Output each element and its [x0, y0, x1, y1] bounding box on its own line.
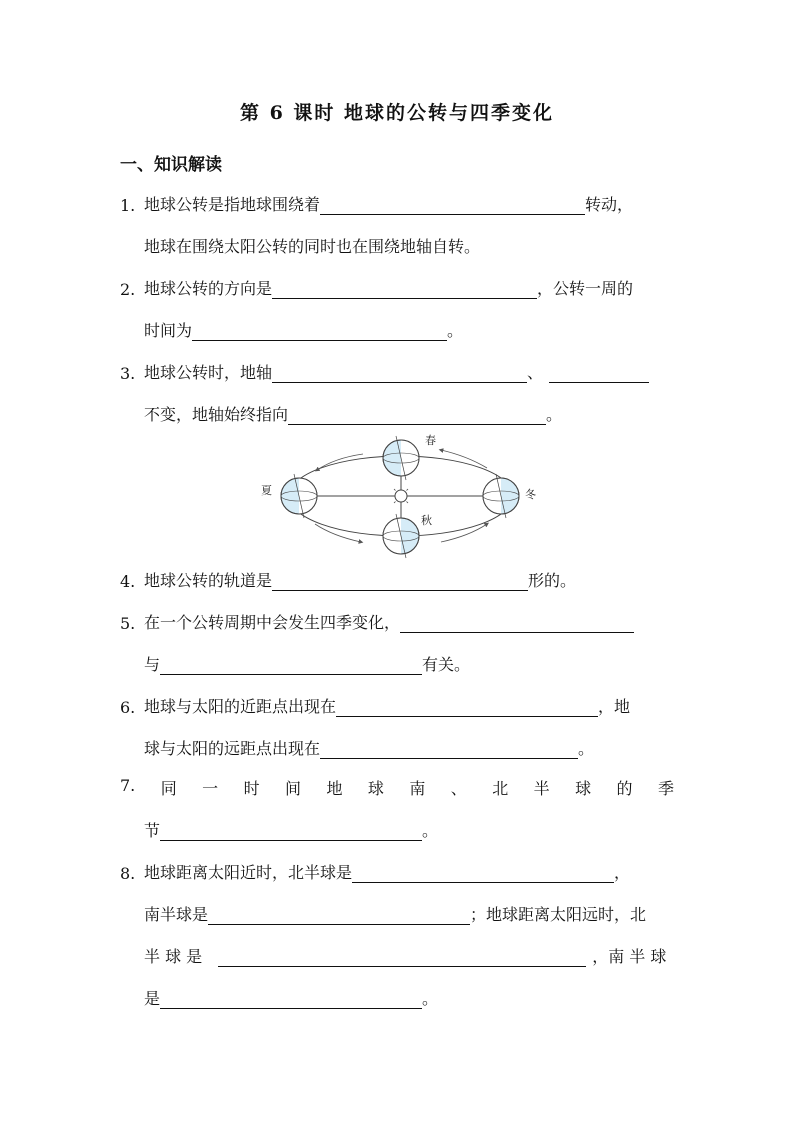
question-8-line-1: [120, 860, 630, 890]
question-text: 。: [447, 321, 464, 340]
question-text: 地球距离太阳近时，北半球是: [144, 863, 353, 882]
answer-blank[interactable]: [320, 196, 585, 215]
question-number: 7.: [120, 776, 136, 795]
question-number: 1.: [120, 196, 136, 215]
section-heading: 一、知识解读: [120, 155, 222, 175]
page-title: 第 6 课时 地球的公转与四季变化: [239, 102, 555, 124]
earth-icon-winter: [483, 474, 519, 518]
question-word: 、: [450, 779, 467, 798]
answer-blank[interactable]: [272, 572, 528, 591]
question-word: 半: [533, 779, 550, 798]
question-5-line-2: [144, 652, 470, 682]
question-text: 。: [422, 821, 439, 840]
label-spring: 春: [425, 434, 436, 447]
answer-blank[interactable]: [160, 656, 422, 675]
question-text: 时间为: [144, 321, 193, 340]
question-text: 节: [144, 821, 161, 840]
direction-arrow: [441, 524, 487, 542]
question-5-line-1: [120, 610, 634, 640]
question-number: 3.: [120, 364, 136, 383]
question-word: 时: [243, 779, 260, 798]
question-1-line-2: [144, 234, 480, 264]
question-1-line-1: [120, 192, 633, 222]
question-7-line-1: [120, 776, 674, 806]
label-winter: 冬: [525, 488, 536, 501]
question-6-line-2: [144, 736, 594, 766]
question-text: 地球公转是指地球围绕着: [144, 195, 321, 214]
earth-orbit-diagram: [255, 432, 545, 560]
question-3-line-1: [120, 360, 649, 390]
question-7-line-2: [144, 818, 438, 848]
question-text: 形的。: [528, 571, 577, 590]
answer-blank[interactable]: [336, 698, 598, 717]
answer-blank[interactable]: [160, 990, 422, 1009]
question-text: 半 球 是: [144, 947, 203, 966]
question-2-line-2: [144, 318, 463, 348]
answer-blank[interactable]: [272, 364, 527, 383]
question-word: 同: [160, 779, 177, 798]
question-number: 8.: [120, 864, 136, 883]
question-8-line-4: [144, 986, 438, 1016]
question-2-line-1: [120, 276, 633, 306]
question-6-line-1: [120, 694, 630, 724]
question-text: 。: [422, 989, 439, 1008]
question-number: 4.: [120, 572, 136, 591]
question-text: 。: [546, 405, 563, 424]
question-text: 转动，: [585, 195, 634, 214]
answer-blank[interactable]: [218, 948, 586, 967]
question-number: 5.: [120, 614, 136, 633]
label-autumn: 秋: [421, 514, 432, 527]
question-text: ，南 半 球: [592, 947, 667, 966]
question-word: 南: [409, 779, 426, 798]
question-text: ；地球距离太阳远时，北: [470, 905, 647, 924]
question-word: 一: [202, 779, 219, 798]
answer-blank[interactable]: [352, 864, 614, 883]
question-text: 不变，地轴始终指向: [144, 405, 289, 424]
answer-blank[interactable]: [320, 740, 578, 759]
question-text: 地球在围绕太阳公转的同时也在围绕地轴自转。: [144, 237, 481, 256]
answer-blank[interactable]: [400, 614, 634, 633]
question-word: 球: [367, 779, 384, 798]
label-summer: 夏: [261, 484, 272, 497]
question-word: 的: [616, 779, 633, 798]
answer-blank[interactable]: [192, 322, 447, 341]
direction-arrow: [315, 524, 361, 542]
earth-icon-autumn: [383, 514, 419, 558]
question-word: 地: [326, 779, 343, 798]
question-text: 南半球是: [144, 905, 209, 924]
question-text: 球与太阳的远距点出现在: [144, 739, 321, 758]
question-text: 有关。: [422, 655, 471, 674]
question-text: ，地: [598, 697, 631, 716]
answer-blank[interactable]: [272, 280, 537, 299]
question-text: 是: [144, 989, 161, 1008]
question-word: 季: [657, 779, 674, 798]
answer-blank[interactable]: [549, 364, 649, 383]
question-text: 在一个公转周期中会发生四季变化，: [144, 613, 401, 632]
question-number: 2.: [120, 280, 136, 299]
question-text: 地球公转的方向是: [144, 279, 273, 298]
question-text: 地球与太阳的近距点出现在: [144, 697, 337, 716]
question-8-line-3: [144, 944, 666, 974]
earth-icon-spring: [383, 436, 419, 480]
direction-arrow: [441, 450, 487, 468]
question-word: 球: [575, 779, 592, 798]
question-number: 6.: [120, 698, 136, 717]
question-text: 地球公转的轨道是: [144, 571, 273, 590]
question-word: 间: [285, 779, 302, 798]
question-text: 与: [144, 655, 161, 674]
question-3-line-2: [144, 402, 562, 432]
question-word: 北: [492, 779, 509, 798]
question-text: 。: [578, 739, 595, 758]
answer-blank[interactable]: [160, 822, 422, 841]
answer-blank[interactable]: [288, 406, 546, 425]
answer-blank[interactable]: [208, 906, 470, 925]
earth-icon-summer: [281, 474, 317, 518]
question-text: 地球公转时，地轴: [144, 363, 273, 382]
question-4-line-1: [120, 568, 576, 598]
question-8-line-2: [144, 902, 646, 932]
question-text: ，公转一周的: [537, 279, 634, 298]
question-text: 、: [527, 363, 544, 382]
question-text: ，: [614, 863, 631, 882]
